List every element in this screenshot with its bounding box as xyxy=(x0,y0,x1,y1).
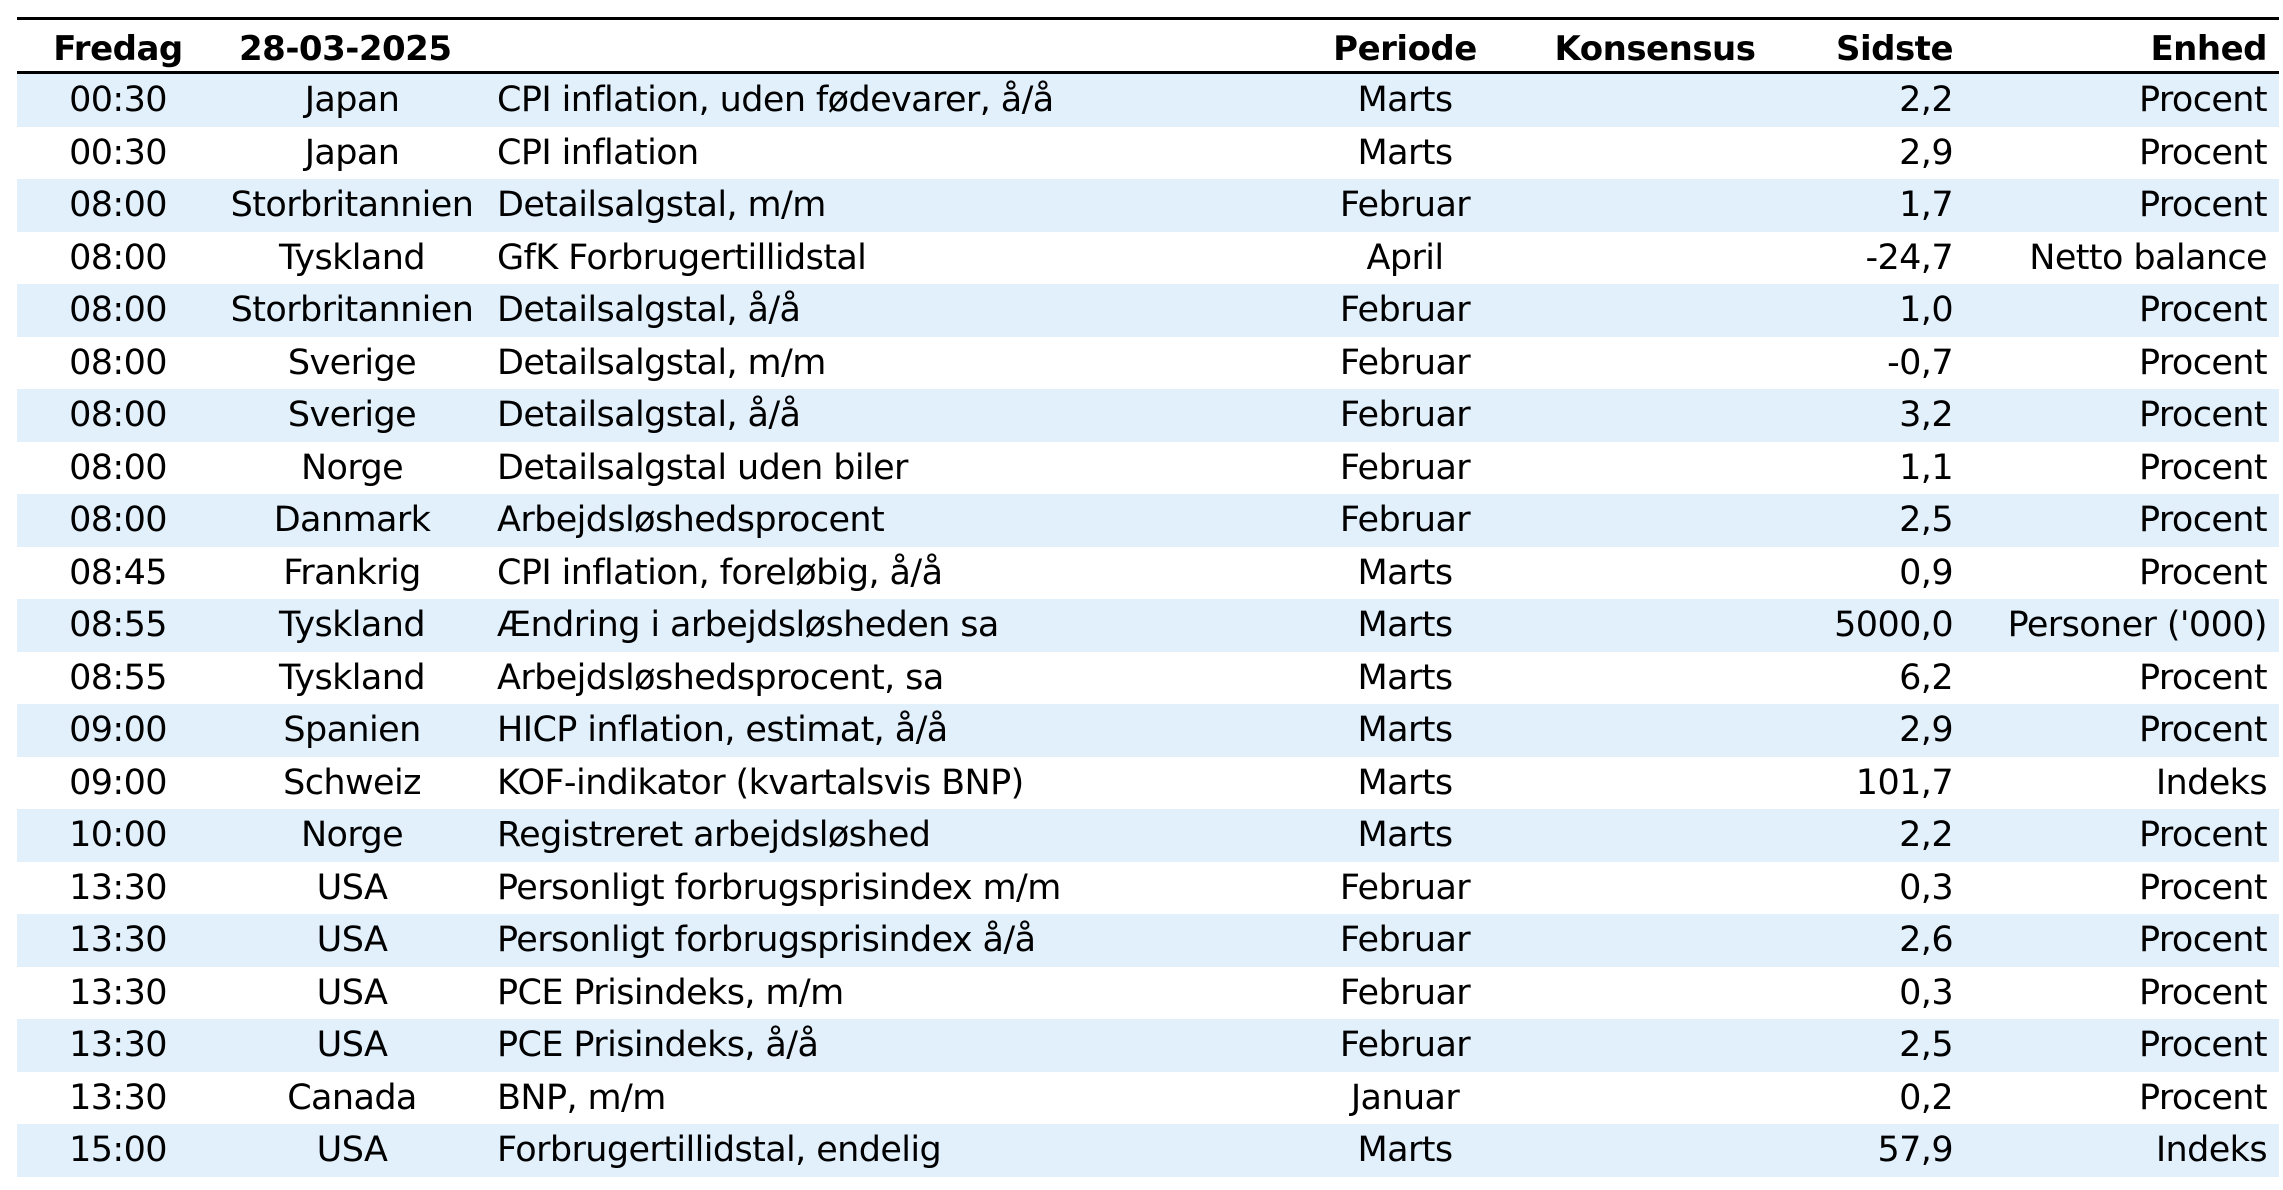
table-row xyxy=(17,127,2279,180)
period-cell: Februar xyxy=(1339,920,1471,961)
time-cell: 08:00 xyxy=(69,185,167,226)
country-cell: USA xyxy=(316,1130,388,1171)
country-cell: Japan xyxy=(304,80,400,121)
country-cell: Sverige xyxy=(287,395,417,436)
unit-cell: Procent xyxy=(2138,867,2267,908)
description-cell: PCE Prisindeks, å/å xyxy=(497,1025,819,1066)
consensus-cell xyxy=(1537,652,1773,705)
time-cell: 13:30 xyxy=(69,972,167,1013)
table-row xyxy=(17,232,2279,285)
last-value-cell: 2,5 xyxy=(1899,500,1953,541)
time-cell: 08:00 xyxy=(69,290,167,331)
country-cell: Tyskland xyxy=(279,605,425,646)
consensus-cell xyxy=(1537,74,1773,127)
description-cell: HICP inflation, estimat, å/å xyxy=(497,710,948,751)
description-cell: Registreret arbejdsløshed xyxy=(497,815,931,856)
time-cell: 09:00 xyxy=(69,710,167,751)
country-cell: Frankrig xyxy=(283,552,421,593)
unit-cell: Procent xyxy=(2138,710,2267,751)
period-cell: Februar xyxy=(1339,972,1471,1013)
unit-cell: Procent xyxy=(2138,395,2267,436)
period-cell: Marts xyxy=(1357,80,1453,121)
consensus-cell xyxy=(1537,232,1773,285)
description-cell: Detailsalgstal, m/m xyxy=(497,185,826,226)
economic-calendar-table xyxy=(17,17,2279,1177)
period-cell: Marts xyxy=(1357,710,1453,751)
period-cell: Februar xyxy=(1339,395,1471,436)
country-cell: Canada xyxy=(287,1077,417,1118)
unit-cell: Procent xyxy=(2138,185,2267,226)
header-date: 28-03-2025 xyxy=(239,29,452,69)
country-cell: Japan xyxy=(304,132,400,173)
description-cell: Personligt forbrugsprisindex å/å xyxy=(497,920,1036,961)
country-cell: Storbritannien xyxy=(230,290,474,331)
description-cell: Forbrugertillidstal, endelig xyxy=(497,1130,942,1171)
description-cell: PCE Prisindeks, m/m xyxy=(497,972,844,1013)
unit-cell: Procent xyxy=(2138,80,2267,121)
table-row xyxy=(17,652,2279,705)
unit-cell: Procent xyxy=(2138,500,2267,541)
description-cell: GfK Forbrugertillidstal xyxy=(497,237,867,278)
last-value-cell: 0,2 xyxy=(1899,1077,1953,1118)
country-cell: USA xyxy=(316,867,388,908)
country-cell: Schweiz xyxy=(283,762,421,803)
last-value-cell: 2,2 xyxy=(1899,815,1953,856)
country-cell: Tyskland xyxy=(279,657,425,698)
last-value-cell: 0,3 xyxy=(1899,972,1953,1013)
country-cell: Danmark xyxy=(273,500,431,541)
consensus-cell xyxy=(1537,862,1773,915)
time-cell: 08:00 xyxy=(69,237,167,278)
description-cell: CPI inflation, foreløbig, å/å xyxy=(497,552,943,593)
consensus-cell xyxy=(1537,337,1773,390)
period-cell: Marts xyxy=(1357,657,1453,698)
description-cell: Arbejdsløshedsprocent, sa xyxy=(497,657,944,698)
table-row xyxy=(17,757,2279,810)
table-row xyxy=(17,1124,2279,1177)
unit-cell: Personer ('000) xyxy=(2007,605,2267,646)
header-consensus: Konsensus xyxy=(1554,29,1756,69)
description-cell: Personligt forbrugsprisindex m/m xyxy=(497,867,1061,908)
period-cell: Februar xyxy=(1339,342,1471,383)
table-row xyxy=(17,599,2279,652)
country-cell: USA xyxy=(316,972,388,1013)
header-unit: Enhed xyxy=(2150,29,2267,69)
table-row xyxy=(17,1019,2279,1072)
unit-cell: Procent xyxy=(2138,972,2267,1013)
last-value-cell: 2,6 xyxy=(1899,920,1953,961)
period-cell: Marts xyxy=(1357,1130,1453,1171)
description-cell: BNP, m/m xyxy=(497,1077,666,1118)
consensus-cell xyxy=(1537,494,1773,547)
description-cell: Detailsalgstal, å/å xyxy=(497,290,801,331)
unit-cell: Indeks xyxy=(2155,762,2267,803)
country-cell: Storbritannien xyxy=(230,185,474,226)
time-cell: 10:00 xyxy=(69,815,167,856)
consensus-cell xyxy=(1537,757,1773,810)
consensus-cell xyxy=(1537,442,1773,495)
consensus-cell xyxy=(1537,704,1773,757)
country-cell: Norge xyxy=(300,815,404,856)
period-cell: Marts xyxy=(1357,762,1453,803)
table-row xyxy=(17,704,2279,757)
consensus-cell xyxy=(1537,914,1773,967)
country-cell: Norge xyxy=(300,447,404,488)
unit-cell: Procent xyxy=(2138,657,2267,698)
unit-cell: Procent xyxy=(2138,1025,2267,1066)
period-cell: Marts xyxy=(1357,552,1453,593)
unit-cell: Procent xyxy=(2138,815,2267,856)
table-body xyxy=(17,74,2279,1177)
description-cell: Detailsalgstal uden biler xyxy=(497,447,908,488)
header-period: Periode xyxy=(1333,29,1477,69)
country-cell: Tyskland xyxy=(279,237,425,278)
unit-cell: Procent xyxy=(2138,447,2267,488)
time-cell: 13:30 xyxy=(69,1077,167,1118)
period-cell: Februar xyxy=(1339,500,1471,541)
table-row xyxy=(17,389,2279,442)
period-cell: Februar xyxy=(1339,447,1471,488)
consensus-cell xyxy=(1537,389,1773,442)
consensus-cell xyxy=(1537,809,1773,862)
time-cell: 00:30 xyxy=(69,132,167,173)
unit-cell: Procent xyxy=(2138,552,2267,593)
unit-cell: Procent xyxy=(2138,920,2267,961)
last-value-cell: 0,9 xyxy=(1899,552,1953,593)
period-cell: Februar xyxy=(1339,867,1471,908)
unit-cell: Indeks xyxy=(2155,1130,2267,1171)
time-cell: 08:45 xyxy=(69,552,167,593)
table-row xyxy=(17,179,2279,232)
unit-cell: Netto balance xyxy=(2029,237,2267,278)
last-value-cell: 0,3 xyxy=(1899,867,1953,908)
consensus-cell xyxy=(1537,127,1773,180)
unit-cell: Procent xyxy=(2138,342,2267,383)
period-cell: Marts xyxy=(1357,605,1453,646)
unit-cell: Procent xyxy=(2138,132,2267,173)
description-cell: CPI inflation xyxy=(497,132,699,173)
description-cell: CPI inflation, uden fødevarer, å/å xyxy=(497,80,1054,121)
period-cell: Marts xyxy=(1357,815,1453,856)
consensus-cell xyxy=(1537,547,1773,600)
description-cell: KOF-indikator (kvartalsvis BNP) xyxy=(497,762,1024,803)
last-value-cell: 3,2 xyxy=(1899,395,1953,436)
last-value-cell: 2,9 xyxy=(1899,132,1953,173)
unit-cell: Procent xyxy=(2138,1077,2267,1118)
country-cell: USA xyxy=(316,1025,388,1066)
last-value-cell: 5000,0 xyxy=(1834,605,1953,646)
consensus-cell xyxy=(1537,1072,1773,1125)
consensus-cell xyxy=(1537,1019,1773,1072)
table-row xyxy=(17,74,2279,127)
table-row xyxy=(17,1072,2279,1125)
last-value-cell: -24,7 xyxy=(1865,237,1953,278)
time-cell: 08:55 xyxy=(69,657,167,698)
last-value-cell: 2,9 xyxy=(1899,710,1953,751)
time-cell: 08:00 xyxy=(69,395,167,436)
time-cell: 09:00 xyxy=(69,762,167,803)
last-value-cell: 1,1 xyxy=(1899,447,1953,488)
last-value-cell: 2,5 xyxy=(1899,1025,1953,1066)
table-row xyxy=(17,547,2279,600)
description-cell: Ændring i arbejdsløsheden sa xyxy=(497,605,999,646)
time-cell: 08:00 xyxy=(69,447,167,488)
period-cell: Januar xyxy=(1350,1077,1460,1118)
table-row xyxy=(17,494,2279,547)
consensus-cell xyxy=(1537,179,1773,232)
period-cell: Februar xyxy=(1339,1025,1471,1066)
last-value-cell: -0,7 xyxy=(1887,342,1953,383)
last-value-cell: 6,2 xyxy=(1899,657,1953,698)
country-cell: Sverige xyxy=(287,342,417,383)
time-cell: 13:30 xyxy=(69,867,167,908)
consensus-cell xyxy=(1537,284,1773,337)
country-cell: Spanien xyxy=(283,710,421,751)
table-row xyxy=(17,914,2279,967)
time-cell: 08:55 xyxy=(69,605,167,646)
time-cell: 13:30 xyxy=(69,920,167,961)
table-row xyxy=(17,337,2279,390)
last-value-cell: 101,7 xyxy=(1855,762,1953,803)
last-value-cell: 57,9 xyxy=(1877,1130,1953,1171)
table-row xyxy=(17,809,2279,862)
unit-cell: Procent xyxy=(2138,290,2267,331)
last-value-cell: 1,7 xyxy=(1899,185,1953,226)
period-cell: Februar xyxy=(1339,290,1471,331)
description-cell: Detailsalgstal, m/m xyxy=(497,342,826,383)
time-cell: 00:30 xyxy=(69,80,167,121)
consensus-cell xyxy=(1537,599,1773,652)
header-day: Fredag xyxy=(53,29,183,69)
time-cell: 08:00 xyxy=(69,342,167,383)
last-value-cell: 1,0 xyxy=(1899,290,1953,331)
period-cell: Marts xyxy=(1357,132,1453,173)
time-cell: 15:00 xyxy=(69,1130,167,1171)
description-cell: Detailsalgstal, å/å xyxy=(497,395,801,436)
table-header xyxy=(17,20,2279,74)
consensus-cell xyxy=(1537,1124,1773,1177)
consensus-cell xyxy=(1537,967,1773,1020)
country-cell: USA xyxy=(316,920,388,961)
time-cell: 08:00 xyxy=(69,500,167,541)
time-cell: 13:30 xyxy=(69,1025,167,1066)
period-cell: April xyxy=(1366,237,1444,278)
period-cell: Februar xyxy=(1339,185,1471,226)
last-value-cell: 2,2 xyxy=(1899,80,1953,121)
table-row xyxy=(17,967,2279,1020)
header-last: Sidste xyxy=(1835,29,1953,69)
table-row xyxy=(17,284,2279,337)
table-row xyxy=(17,442,2279,495)
description-cell: Arbejdsløshedsprocent xyxy=(497,500,885,541)
table-row xyxy=(17,862,2279,915)
